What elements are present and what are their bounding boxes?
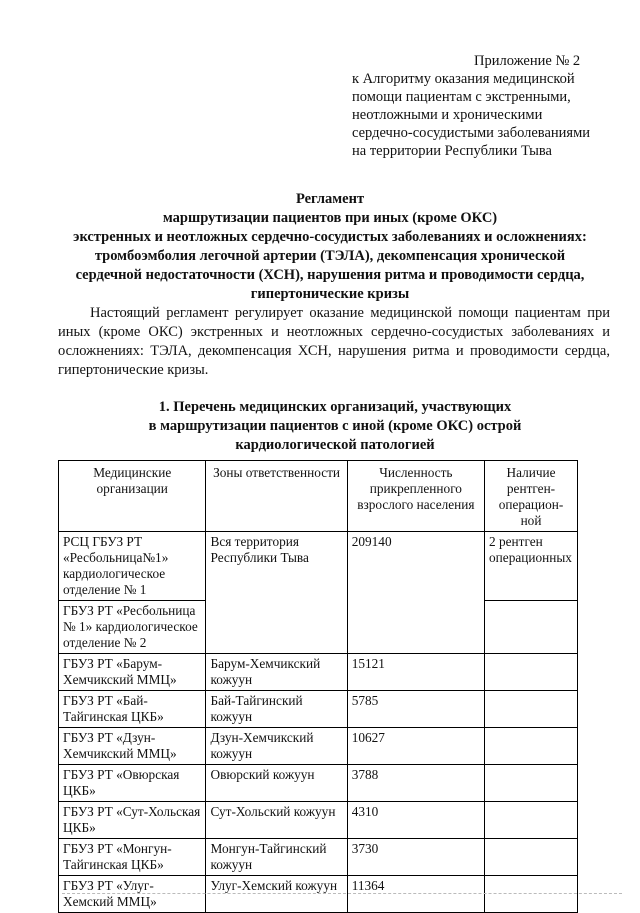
title-line: Регламент <box>295 191 365 207</box>
section-line: кардиологической патологией <box>235 437 435 453</box>
table-header-row <box>59 461 578 532</box>
org-cell: ГБУЗ РТ «Барум-Хемчикский ММЦ» <box>59 654 206 691</box>
population-cell: 11364 <box>347 876 484 913</box>
zone-cell: Монгун-Тайгинский кожуун <box>206 839 347 876</box>
section-heading <box>100 398 570 455</box>
org-cell: ГБУЗ РТ «Ресбольница № 1» кардиологическое отделение № 2 <box>59 601 206 654</box>
annex-number: Приложение № 2 <box>474 53 581 69</box>
population-cell: 209140 <box>347 532 484 654</box>
title-line: сердечной недостаточности (ХСН), нарушения ритма и проводимости сердца, <box>75 267 585 283</box>
table-row <box>59 839 578 876</box>
table-row <box>59 691 578 728</box>
xray-cell-empty <box>485 876 578 913</box>
table-row <box>59 728 578 765</box>
org-cell: ГБУЗ РТ «Улуг-Хемский ММЦ» <box>59 876 206 913</box>
annex-line: помощи пациентам с экстренными, <box>352 89 571 105</box>
table-row <box>59 876 578 913</box>
table-row <box>59 532 578 601</box>
org-cell: ГБУЗ РТ «Дзун-Хемчикский ММЦ» <box>59 728 206 765</box>
header-organizations: Медицинские организации <box>59 461 206 532</box>
zone-cell: Улуг-Хемский кожуун <box>206 876 347 913</box>
xray-cell-empty <box>485 765 578 802</box>
header-xray: Наличие рентген-операцион-ной <box>485 461 578 532</box>
xray-cell-empty <box>485 839 578 876</box>
header-population: Численность прикрепленного взрослого населения <box>347 461 484 532</box>
header-zones: Зоны ответственности <box>206 461 347 532</box>
title-line: экстренных и неотложных сердечно-сосудистых заболеваниях и осложнениях: <box>73 229 587 245</box>
org-cell: ГБУЗ РТ «Овюрская ЦКБ» <box>59 765 206 802</box>
zone-cell: Овюрский кожуун <box>206 765 347 802</box>
annex-line: неотложными и хроническими <box>352 107 543 123</box>
title-line: маршрутизации пациентов при иных (кроме ОКС) <box>162 210 498 226</box>
page-edge-divider <box>62 893 622 894</box>
org-cell: ГБУЗ РТ «Бай-Тайгинская ЦКБ» <box>59 691 206 728</box>
title-line: тромбоэмболия легочной артерии (ТЭЛА), декомпенсация хронической <box>94 248 566 264</box>
xray-cell-empty <box>485 654 578 691</box>
table-row <box>59 802 578 839</box>
zone-cell: Сут-Хольский кожуун <box>206 802 347 839</box>
org-cell: РСЦ ГБУЗ РТ «Ресбольница№1» кардиологическое отделение № 1 <box>59 532 206 601</box>
population-cell: 3788 <box>347 765 484 802</box>
zone-cell: Бай-Тайгинский кожуун <box>206 691 347 728</box>
annex-line: сердечно-сосудистыми заболеваниями <box>352 125 591 141</box>
annex-line: к Алгоритму оказания медицинской <box>352 71 575 87</box>
population-cell: 5785 <box>347 691 484 728</box>
population-cell: 15121 <box>347 654 484 691</box>
population-cell: 10627 <box>347 728 484 765</box>
xray-cell: 2 рентген операционных <box>485 532 578 601</box>
annex-header <box>352 52 612 160</box>
section-line: в маршрутизации пациентов с иной (кроме ОКС) острой <box>148 418 522 434</box>
intro-paragraph: Настоящий регламент регулирует оказание медицинской помощи пациентам при иных (кроме ОКС) экстренных и неотложных сердечно-сосудистых заболеваниях и осложнениях: ТЭЛА, декомпенсация ХСН, нарушения ритма и проводимости сердца, гипертонические кризы. <box>58 305 610 378</box>
zone-cell: Дзун-Хемчикский кожуун <box>206 728 347 765</box>
xray-cell-empty <box>485 601 578 654</box>
xray-cell-empty <box>485 728 578 765</box>
xray-cell-empty <box>485 691 578 728</box>
org-cell: ГБУЗ РТ «Монгун-Тайгинская ЦКБ» <box>59 839 206 876</box>
org-cell: ГБУЗ РТ «Сут-Хольская ЦКБ» <box>59 802 206 839</box>
annex-line: на территории Республики Тыва <box>352 143 552 159</box>
zone-cell: Барум-Хемчикский кожуун <box>206 654 347 691</box>
table-row <box>59 654 578 691</box>
xray-cell-empty <box>485 802 578 839</box>
table-row <box>59 765 578 802</box>
zone-cell: Вся территория Республики Тыва <box>206 532 347 654</box>
organizations-table <box>58 460 578 913</box>
section-line: 1. Перечень медицинских организаций, участвующих <box>158 399 512 415</box>
document-title <box>40 190 620 304</box>
population-cell: 4310 <box>347 802 484 839</box>
population-cell: 3730 <box>347 839 484 876</box>
title-line: гипертонические кризы <box>250 286 410 302</box>
